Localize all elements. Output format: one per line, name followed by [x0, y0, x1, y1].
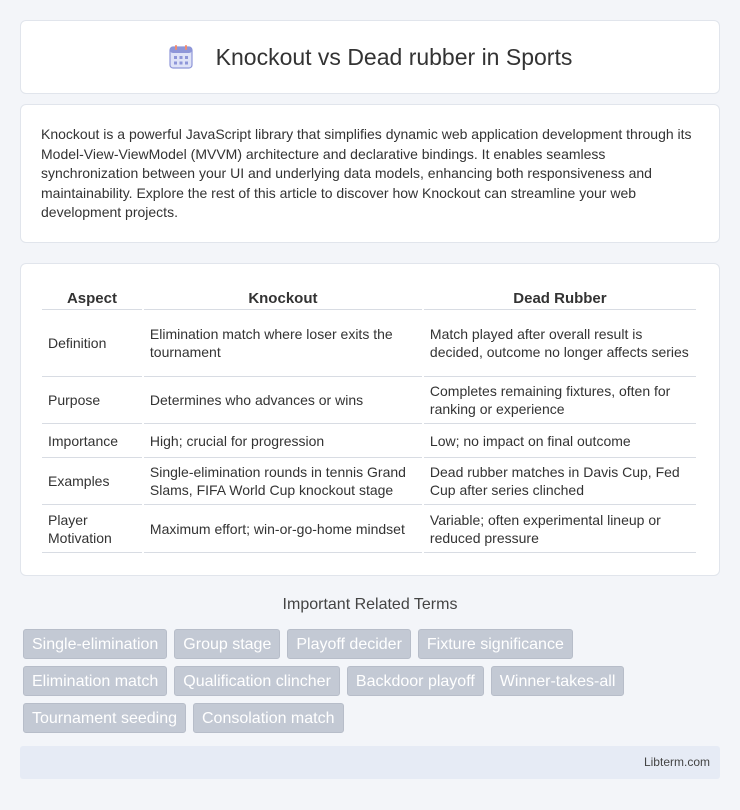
cell-aspect: Player Motivation: [42, 505, 142, 553]
intro-card: [20, 104, 720, 243]
header-aspect: Aspect: [42, 284, 142, 310]
related-term-tag[interactable]: Qualification clincher: [174, 666, 340, 696]
table-row: [42, 310, 696, 377]
cell-knockout: Maximum effort; win-or-go-home mindset: [144, 505, 422, 553]
intro-text: Knockout is a powerful JavaScript library that simplifies dynamic web application development through its Model-View-ViewModel (MVVM) architecture and declarative bindings. It enables seamless synchronization between your UI and underlying data models, enhancing both responsiveness and maintainability. Explore the rest of this article to discover how Knockout can streamline your web development projects.: [41, 126, 692, 220]
cell-knockout: Determines who advances or wins: [144, 377, 422, 424]
cell-aspect: Definition: [42, 310, 142, 377]
table-row: [42, 458, 696, 505]
related-term-tag[interactable]: Backdoor playoff: [347, 666, 484, 696]
related-term-tag[interactable]: Single-elimination: [23, 629, 167, 659]
related-term-tag[interactable]: Tournament seeding: [23, 703, 186, 733]
header-dead-rubber: Dead Rubber: [424, 284, 696, 310]
related-term-tag[interactable]: Playoff decider: [287, 629, 411, 659]
cell-aspect: Importance: [42, 424, 142, 458]
cell-dead-rubber: Variable; often experimental lineup or reduced pressure: [424, 505, 696, 553]
cell-dead-rubber: Dead rubber matches in Davis Cup, Fed Cup after series clinched: [424, 458, 696, 505]
cell-knockout: Single-elimination rounds in tennis Grand Slams, FIFA World Cup knockout stage: [144, 458, 422, 505]
table-row: [42, 377, 696, 424]
calendar-icon: [168, 44, 194, 70]
cell-dead-rubber: Low; no impact on final outcome: [424, 424, 696, 458]
related-terms-list: [23, 629, 723, 733]
related-term-tag[interactable]: Group stage: [174, 629, 280, 659]
cell-aspect: Examples: [42, 458, 142, 505]
header-knockout: Knockout: [144, 284, 422, 310]
cell-knockout: High; crucial for progression: [144, 424, 422, 458]
title-card: [20, 20, 720, 94]
table-row: [42, 505, 696, 553]
table-row: [42, 424, 696, 458]
footer: [20, 746, 720, 779]
related-terms-title: Important Related Terms: [282, 596, 458, 613]
cell-dead-rubber: Match played after overall result is decided, outcome no longer affects series: [424, 310, 696, 377]
page-title: Knockout vs Dead rubber in Sports: [215, 43, 573, 70]
footer-site-link[interactable]: Libterm.com: [643, 755, 710, 769]
related-term-tag[interactable]: Winner-takes-all: [491, 666, 625, 696]
related-term-tag[interactable]: Consolation match: [193, 703, 344, 733]
cell-aspect: Purpose: [42, 377, 142, 424]
cell-knockout: Elimination match where loser exits the tournament: [144, 310, 422, 377]
related-term-tag[interactable]: Fixture significance: [418, 629, 573, 659]
cell-dead-rubber: Completes remaining fixtures, often for ranking or experience: [424, 377, 696, 424]
related-term-tag[interactable]: Elimination match: [23, 666, 167, 696]
comparison-card: [20, 263, 720, 576]
comparison-table: [40, 284, 698, 553]
